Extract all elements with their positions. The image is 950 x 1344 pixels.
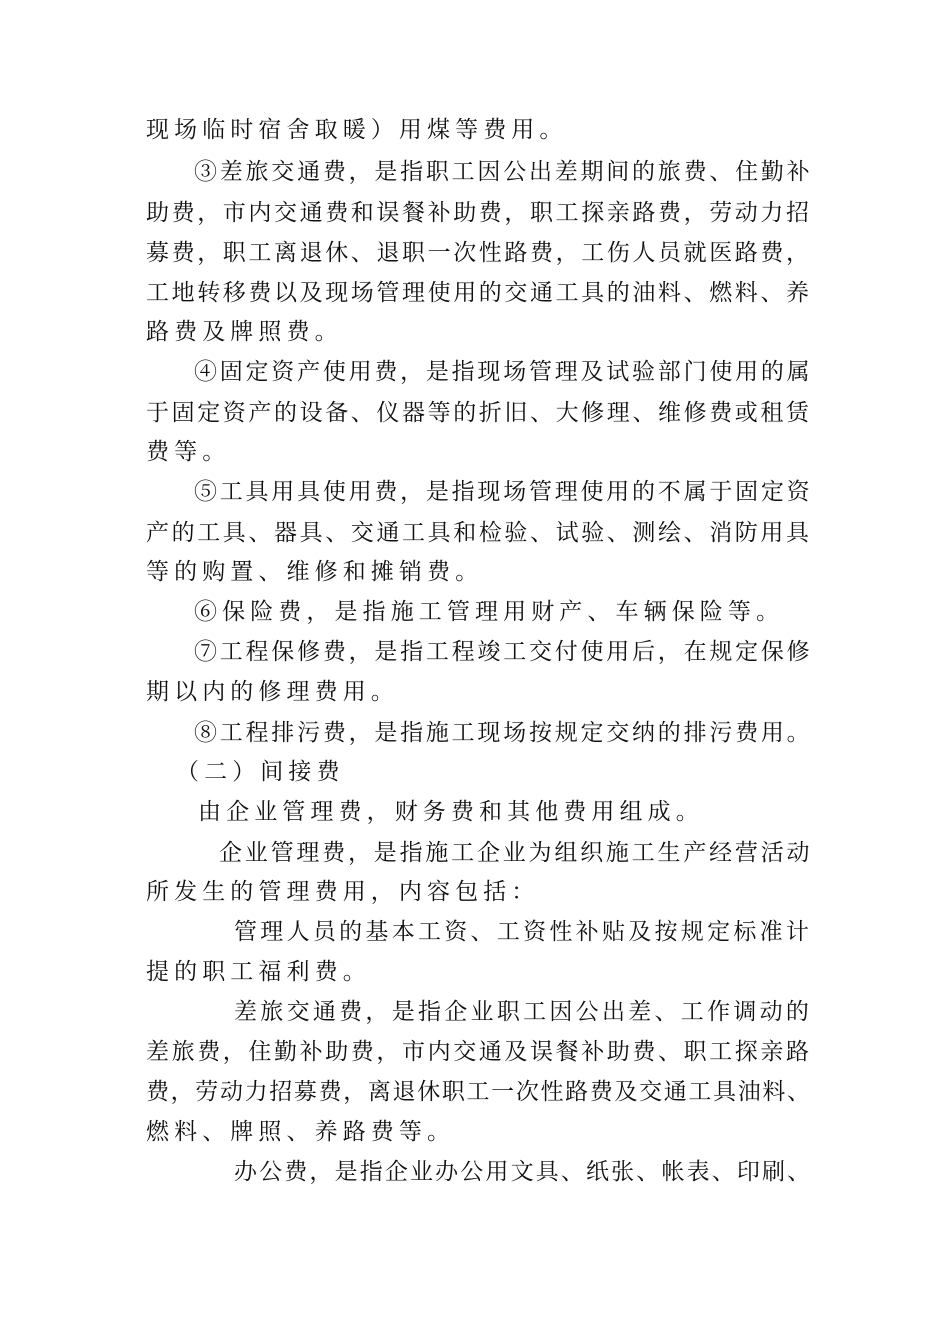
text-line: 差旅费，住勤补助费，市内交通及误餐补助费、职工探亲路 bbox=[146, 1039, 812, 1065]
text-line: 燃料、牌照、养路费等。 bbox=[146, 1119, 456, 1145]
text-line: 费等。 bbox=[146, 439, 231, 465]
text-line: ⑥保险费，是指施工管理用财产、车辆保险等。 bbox=[194, 599, 785, 625]
text-line: ④固定资产使用费，是指现场管理及试验部门使用的属 bbox=[194, 359, 813, 385]
text-line: 提的职工福利费。 bbox=[146, 959, 371, 985]
text-line: 差旅交通费，是指企业职工因公出差、工作调动的 bbox=[234, 999, 813, 1025]
text-line: 路费及牌照费。 bbox=[146, 319, 343, 345]
section-heading: （二）间接费 bbox=[176, 759, 345, 785]
text-line: 于固定资产的设备、仪器等的折旧、大修理、维修费或租赁 bbox=[146, 400, 812, 426]
text-line: ③差旅交通费，是指职工因公出差期间的旅费、住勤补 bbox=[194, 159, 813, 185]
text-line: 工地转移费以及现场管理使用的交通工具的油料、燃料、养 bbox=[146, 280, 812, 306]
text-line: 助费，市内交通费和误餐补助费，职工探亲路费，劳动力招 bbox=[146, 200, 812, 226]
text-line: 由企业管理费，财务费和其他费用组成。 bbox=[198, 799, 704, 825]
text-line: 等的购置、维修和摊销费。 bbox=[146, 559, 484, 585]
text-line: 产的工具、器具、交通工具和检验、试验、测绘、消防用具 bbox=[146, 520, 812, 546]
text-line: ⑦工程保修费，是指工程竣工交付使用后，在规定保修 bbox=[194, 639, 813, 665]
text-line: 募费，职工离退休、退职一次性路费，工伤人员就医路费， bbox=[146, 240, 812, 266]
text-line: 所发生的管理费用，内容包括： bbox=[146, 879, 540, 905]
text-line: 管理人员的基本工资、工资性补贴及按规定标准计 bbox=[234, 919, 813, 945]
text-line: 现场临时宿舍取暖）用煤等费用。 bbox=[146, 117, 568, 143]
text-line: ⑧工程排污费，是指施工现场按规定交纳的排污费用。 bbox=[194, 720, 813, 746]
text-line: 办公费，是指企业办公用文具、纸张、帐表、印刷、 bbox=[234, 1159, 813, 1185]
text-line: 期以内的修理费用。 bbox=[146, 679, 399, 705]
text-line: 费，劳动力招募费，离退休职工一次性路费及交通工具油料、 bbox=[146, 1079, 812, 1105]
text-line: ⑤工具用具使用费，是指现场管理使用的不属于固定资 bbox=[194, 479, 813, 505]
text-line: 企业管理费，是指施工企业为组织施工生产经营活动 bbox=[219, 840, 813, 866]
